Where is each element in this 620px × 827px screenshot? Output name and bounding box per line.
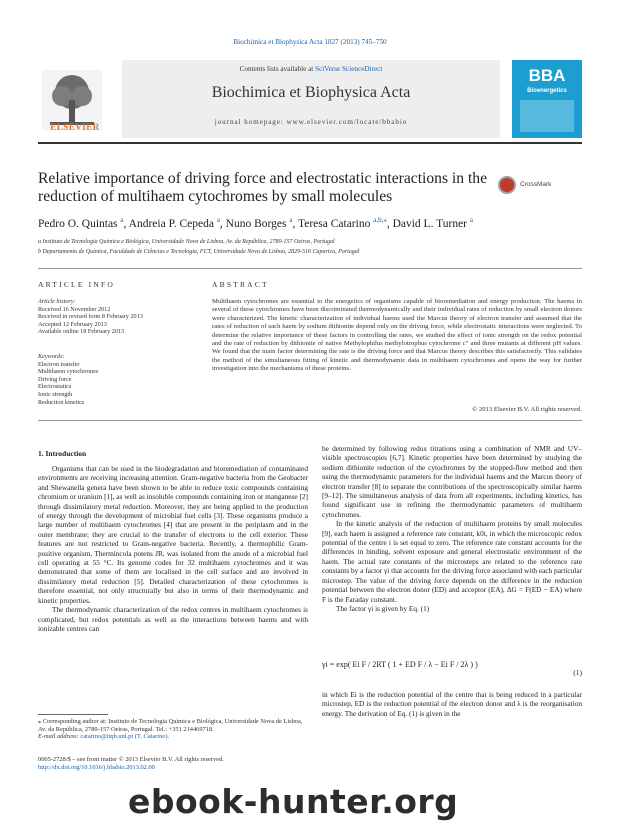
equation-number: (1) — [573, 668, 582, 677]
history-label: Article history: — [38, 298, 76, 305]
keyword: Driving force — [38, 375, 72, 383]
watermark: ebook-hunter.org — [128, 782, 459, 821]
article-title: Relative importance of driving force and electrostatic interactions in the reduction of multihaem cytochromes by small molecules — [38, 170, 488, 205]
email-label: E-mail address: — [38, 733, 79, 741]
keywords — [38, 353, 188, 406]
equation-1 — [322, 660, 582, 686]
author-list: Pedro O. Quintas $^a$, Andreia P. Cepeda $^a$, Nuno Borges $^a$, Teresa Catarino $^{a,b,⁎}$, David L. Turner $^a$ — [38, 216, 473, 230]
keyword: Electrostatics — [38, 383, 72, 391]
crossmark-icon — [498, 176, 516, 194]
journal-header — [38, 60, 582, 138]
author: David L. Turner — [392, 217, 468, 230]
history-item: Accepted 12 February 2013 — [38, 320, 107, 328]
author-affiliation-mark[interactable]: a,b,⁎ — [373, 216, 387, 224]
body-paragraph: The factor γi is given by Eq. (1) — [336, 603, 430, 613]
right-column-continued — [322, 690, 582, 718]
keyword: Reduction kinetics — [38, 398, 85, 406]
journal-homepage[interactable]: journal homepage: www.elsevier.com/locate/bbabio — [214, 118, 408, 126]
cover-subtitle: Bioenergetics — [527, 88, 567, 94]
issn-line: 0005-2728/$ – see front matter © 2013 Elsevier B.V. All rights reserved. — [38, 756, 224, 763]
front-matter-info — [38, 756, 308, 771]
equation-body: γi = exp( Ei F / 2RT ( 1 + ED F / λ − Ei F / 2λ ) ) — [322, 660, 478, 669]
author-affiliation-mark[interactable]: a — [120, 216, 124, 224]
contents-prefix: Contents lists available at — [239, 65, 316, 73]
body-paragraph: Organisms that can be used in the biodegradation and bioremediation of contaminated environments are receiving increasing attention. Gram-negative bacteria from the Geobacter and Shewanella genera have been shown to be able to reduce toxic compounds containing chromium or uranium [1], as well as insoluble compounds containing iron or manganese [2] through dissimilatory metal reduction. Moreover, they are being applied to the production of energy through the development of microbial fuel cells [3]. These organisms produce a large number of multihaem cytochromes [4] that are present in the periplasm and in the outer membrane; they are crucial to the transfer of electrons to the cell exterior. These features are not restricted to Gram-negative bacteria. Recently, a thermophilic Gram-positive organism, Thermincola potens JR, was isolated from the anode of a microbial fuel cell operating at 55 °C. Its genome codes for 32 multihaem cytochromes and it was demonstrated that some of them are localised in the cell surface and are involved in dissimilatory metal reduction [5]. Detailed characterization of these cytochromes is therefore essential, not only structurally but also in terms of their thermodynamic and kinetic properties. — [38, 464, 308, 605]
affiliation-b: b Departamento de Química, Faculdade de Ciências e Tecnologia, FCT, Universidade Nova de Lisboa, 2829-516 Caparica, Portugal — [38, 249, 360, 255]
section-heading-introduction: 1. Introduction — [38, 449, 87, 458]
crossmark-badge[interactable] — [498, 176, 580, 196]
history-item: Received in revised form 8 February 2013 — [38, 313, 143, 321]
body-paragraph: In the kinetic analysis of the reduction of multihaem proteins by small molecules [9], each haem is assigned a reference rate constant, k0i, in which the microscopic redox potential of the centre i is set equal to zero. The reference rate constant accounts for the differences in binding, solvent exposure and general electrostatic environment of the haem. The actual rate constants of the microsteps are related to the reference rate constants by a factor γi that accounts for the driving force associated with each particular microstep. The value of the driving force depends on the difference in the reduction potential between the electron donor (ED) and acceptor (EA), ΔG = F(ED − EA) where F is the Faraday constant. — [322, 519, 582, 604]
email-link[interactable]: catarino@itqb.unl.pt (T. Catarino). — [80, 733, 170, 741]
author: Andreia P. Cepeda — [128, 217, 214, 230]
journal-title: Biochimica et Biophysica Acta — [211, 84, 411, 101]
cover-title: BBA — [528, 66, 566, 85]
article-info-heading: ARTICLE INFO — [38, 280, 115, 289]
crossmark-label: CrossMark — [520, 181, 552, 188]
front-divider — [38, 268, 582, 269]
body-paragraph: be determined by following redox titrations using a combination of NMR and UV–visible spectroscopies [6,7]. Kinetic properties have been determined by studying the sodium dithionite reduction of the cytochromes by the stopped-flow method and then using the thermodynamic parameters for the individual haems and the Marcus theory of electron transfer [8] to separate the contributions of the spectroscopically similar haems [9–12]. The simultaneous analysis of data from all experiments, including kinetics, has found significant use in refining the thermodynamic parameters of multihaem cytochromes. — [322, 444, 582, 519]
history-item: Available online 18 February 2013 — [38, 328, 125, 336]
sciencedirect-link[interactable]: SciVerse ScienceDirect — [315, 65, 383, 73]
abstract-divider — [38, 420, 582, 421]
body-paragraph: in which Ei is the reduction potential of the centre that is being reduced in a particular microstep, ED is the reduction potential of the electron donor and λ is the reorganisation energy. The derivation of Eq. (1) is given in the — [322, 690, 582, 718]
copyright-notice: © 2013 Elsevier B.V. All rights reserved. — [472, 406, 582, 413]
keyword: Ionic strength — [38, 390, 73, 398]
keyword: Electron transfer — [38, 360, 80, 368]
cover-artwork — [520, 100, 574, 132]
publisher-name: ELSEVIER — [50, 122, 100, 132]
doi-link[interactable]: http://dx.doi.org/10.1016/j.bbabio.2013.02.00 — [38, 763, 155, 771]
email-line — [38, 733, 308, 741]
footnote-divider — [38, 714, 108, 715]
journal-cover — [512, 60, 582, 138]
left-column — [38, 464, 308, 633]
abstract-heading: ABSTRACT — [212, 280, 269, 289]
affiliation-a: a Instituto de Tecnologia Química e Biológica, Universidade Nova de Lisboa, Av. da República, 2780-157 Oeiras, Portugal — [38, 239, 335, 245]
author: Teresa Catarino — [298, 217, 371, 230]
author: Nuno Borges — [225, 217, 287, 230]
author-affiliation-mark[interactable]: a — [469, 216, 473, 224]
corresponding-author-note — [38, 718, 308, 741]
journal-citation[interactable]: Biochimica et Biophysica Acta 1827 (2013) 745–750 — [233, 38, 387, 46]
header-divider — [38, 142, 582, 144]
author-affiliation-mark[interactable]: a — [289, 216, 293, 224]
author: Pedro O. Quintas — [38, 217, 118, 230]
keywords-label: Keywords: — [38, 353, 65, 360]
keyword: Multihaem cytochromes — [38, 368, 99, 376]
article-history — [38, 298, 188, 336]
history-item: Received 16 November 2012 — [38, 305, 111, 313]
corresponding-author: ⁎ Corresponding author at: Instituto de Tecnologia Química e Biológica, Universidade Nova de Lisboa, Av. da República, 2780-157 Oeiras, Portugal. Tel.: +351 214469718. — [38, 718, 303, 733]
abstract-text: Multihaem cytochromes are essential to the energetics of organisms capable of bioremediation and energy production. The haems in several of these cytochromes have been discriminated thermodynamically and their individual rates of reduction by small electron donors were characterized. The kinetic characterization of individual haems used the Marcus theory of electron transfer and assumed that the rates of reduction of each haem by sodium dithionite depend only on the driving force, while electrostatic interactions were neglected. To determine the relative importance of these factors in controlling the rates, we studied the effect of ionic strength on the redox potential and the rate of reduction by dithionite of native Methylophilus methylotrophus cytochrome c″ and three mutants at different pH values. We found that the main factor determining the rate is the driving force and that Marcus theory describes this satisfactorily. This validates the method of the simultaneous fitting of kinetic and thermodynamic data in multihaem cytochromes and opens the way for further investigation into the mechanisms of these proteins. — [212, 298, 582, 373]
contents-line — [122, 65, 500, 73]
body-paragraph: The thermodynamic characterization of the redox centres in multihaem cytochromes is complicated, but redox potentials as well as the interactions between haems and with ionizable centres can — [38, 605, 308, 633]
author-affiliation-mark[interactable]: a — [216, 216, 220, 224]
header-banner — [122, 60, 500, 138]
right-column — [322, 444, 582, 613]
